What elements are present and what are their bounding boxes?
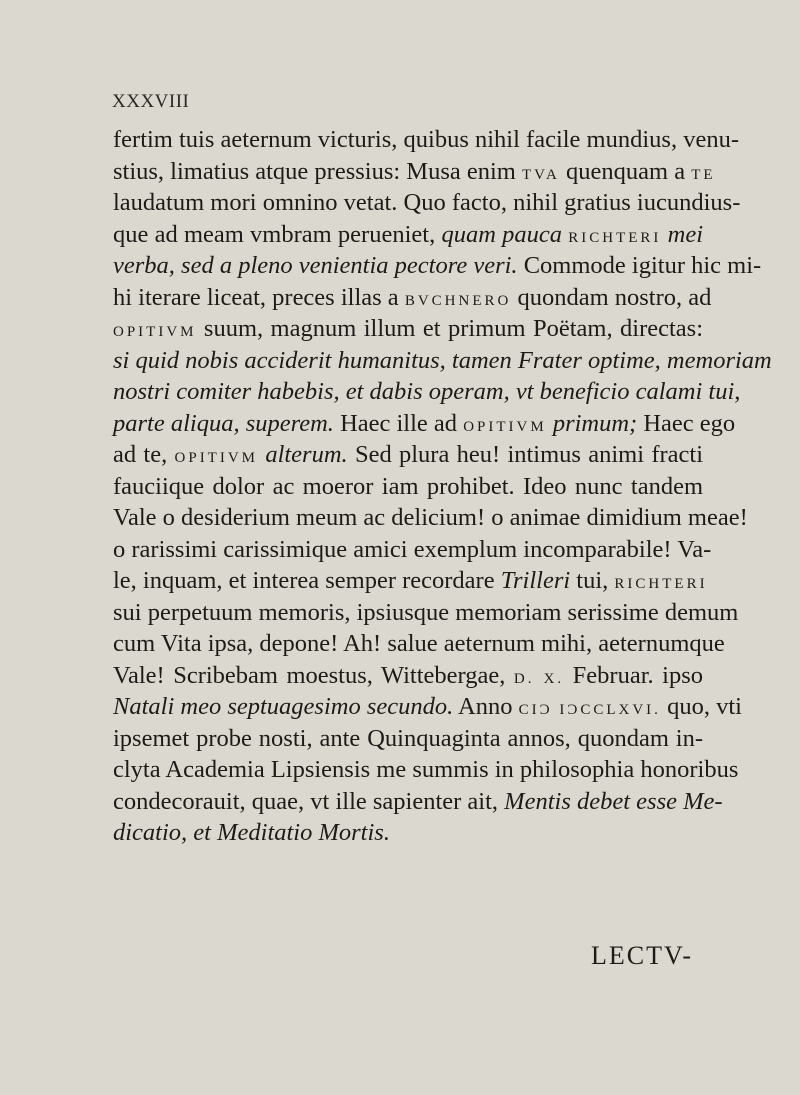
text-line: parte aliqua, superem. Haec ille ad OPITIVM primum; Haec ego	[113, 409, 736, 437]
text-line: que ad meam vmbram perueniet, quam pauca RICHTERI mei	[113, 220, 704, 248]
text-line: nostri comiter habebis, et dabis operam, vt beneficio calami tui,	[113, 378, 741, 405]
text-line: Vale o desiderium meum ac delicium! o animae dimidium meae!	[113, 504, 748, 531]
text-line: condecorauit, quae, vt ille sapienter ait, Mentis debet esse Me-	[113, 787, 723, 815]
catchword: LECTV-	[591, 941, 694, 970]
body-text	[113, 124, 772, 849]
text-line: le, inquam, et interea semper recordare Trilleri tui, RICHTERI	[113, 567, 708, 594]
text-line: dicatio, et Meditatio Mortis.	[113, 819, 390, 846]
text-line: Vale! Scribebam moestus, Wittebergae, D. X. Februar. ipso	[113, 661, 703, 689]
text-line: OPITIVM suum, magnum illum et primum Poëtam, directas:	[113, 315, 703, 342]
text-line: verba, sed a pleno venientia pectore veri. Commode igitur hic mi-	[113, 252, 762, 279]
text-line: ipsemet probe nosti, ante Quinquaginta annos, quondam in-	[113, 724, 703, 752]
text-line: cum Vita ipsa, depone! Ah! salue aeternum mihi, aeternumque	[113, 630, 725, 657]
text-line: ad te, OPITIVM alterum. Sed plura heu! intimus animi fracti	[113, 441, 704, 468]
text-line: sui perpetuum memoris, ipsiusque memoriam serissime demum	[113, 598, 739, 626]
page-number: XXXVIII	[112, 91, 190, 112]
text-line: o rarissimi carissimique amici exemplum incomparabile! Va-	[113, 535, 712, 563]
text-line: fauciique dolor ac moeror iam prohibet. Ideo nunc tandem	[113, 472, 703, 500]
text-line: fertim tuis aeternum victuris, quibus nihil facile mundius, venu-	[113, 126, 739, 153]
text-line: laudatum mori omnino vetat. Quo facto, nihil gratius iucundius-	[113, 189, 741, 216]
text-line: stius, limatius atque pressius: Musa enim TVA quenquam a TE	[113, 157, 716, 185]
text-line: clyta Academia Lipsiensis me summis in philosophia honoribus	[113, 756, 739, 783]
text-line: si quid nobis acciderit humanitus, tamen Frater optime, memoriam	[113, 346, 772, 374]
text-line: Natali meo septuagesimo secundo. Anno CIƆ IƆCCLXVI. quo, vti	[113, 693, 742, 720]
text-line: hi iterare liceat, preces illas a BVCHNERO quondam nostro, ad	[113, 283, 712, 311]
